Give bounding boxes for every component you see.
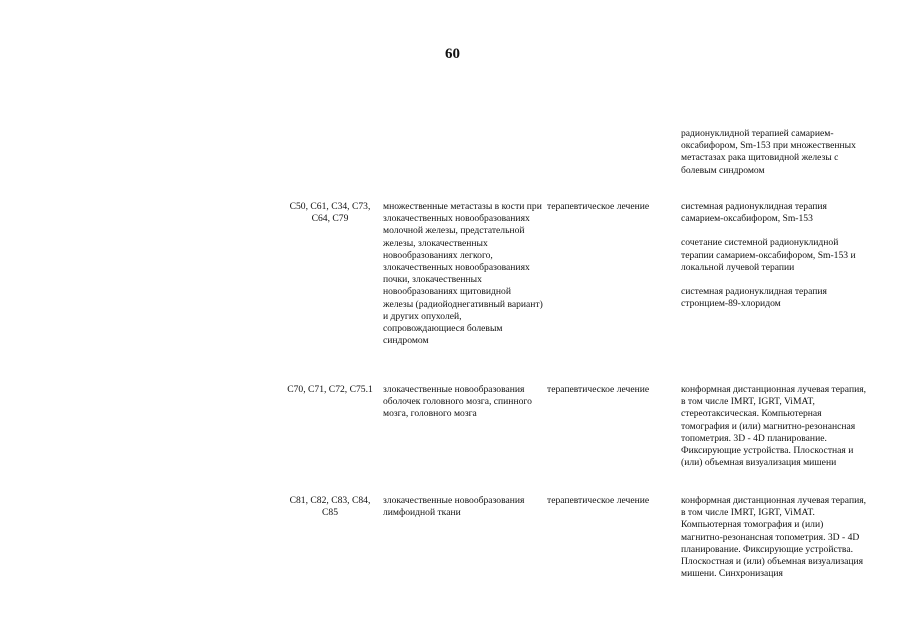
method-item: конформная дистанционная лучевая терапия, в том числе IMRT, IGRT, ViMAT. Компьютерная томография и (или) магнитно-резонансная топометрия. 3D - 4D планирование. Фиксирующие устройства. Плоскостная и (или) объемная визуализация мишени. Синхронизация <box>681 495 867 580</box>
method-item: системная радионуклидная терапия самарием-оксабифором, Sm-153 <box>681 201 827 225</box>
treatment-methods <box>681 201 867 310</box>
method-item: системная радионуклидная терапия стронцием-89-хлоридом <box>681 286 827 310</box>
method-item: конформная дистанционная лучевая терапия, в том числе IMRT, IGRT, ViMAT, стереотаксическая. Компьютерная томография и (или) магнитно-резонансная топометрия. 3D - 4D планирование. Фиксирующие устройства. Плоскостная и (или) объемная визуализация мишени <box>681 384 867 469</box>
treatment-type: терапевтическое лечение <box>547 495 650 506</box>
icd-codes: C70, C71, C72, C75.1 <box>287 384 373 395</box>
method-item: сочетание системной радионуклидной терапии самарием-оксабифором, Sm-153 и локальной лучевой терапии <box>681 237 856 273</box>
icd-codes: C81, C82, C83, C84, C85 <box>289 495 371 519</box>
diagnosis-text: множественные метастазы в кости при злокачественных новообразованиях молочной железы, предстательной железы, злокачественных новообразованиях легкого, злокачественных новообразованиях почки, злокачественных новообразованиях щитовидной железы (радиойоднегативный вариант) и других опухолей, сопровождающиеся болевым синдромом <box>383 201 543 347</box>
treatment-type: терапевтическое лечение <box>547 201 650 212</box>
treatment-methods <box>681 495 867 580</box>
treatment-type: терапевтическое лечение <box>547 384 650 395</box>
page-number: 60 <box>445 46 460 62</box>
treatment-methods <box>681 384 867 469</box>
diagnosis-text: злокачественные новообразования лимфоидной ткани <box>383 495 525 519</box>
diagnosis-text: злокачественные новообразования оболочек головного мозга, спинного мозга, головного мозга <box>383 384 532 420</box>
continuation-method-text: радионуклидной терапией самарием-оксабифором, Sm-153 при множественных метастазах рака щитовидной железы с болевым синдромом <box>681 128 856 176</box>
icd-codes: C50, C61, C34, C73, C64, C79 <box>289 201 371 225</box>
